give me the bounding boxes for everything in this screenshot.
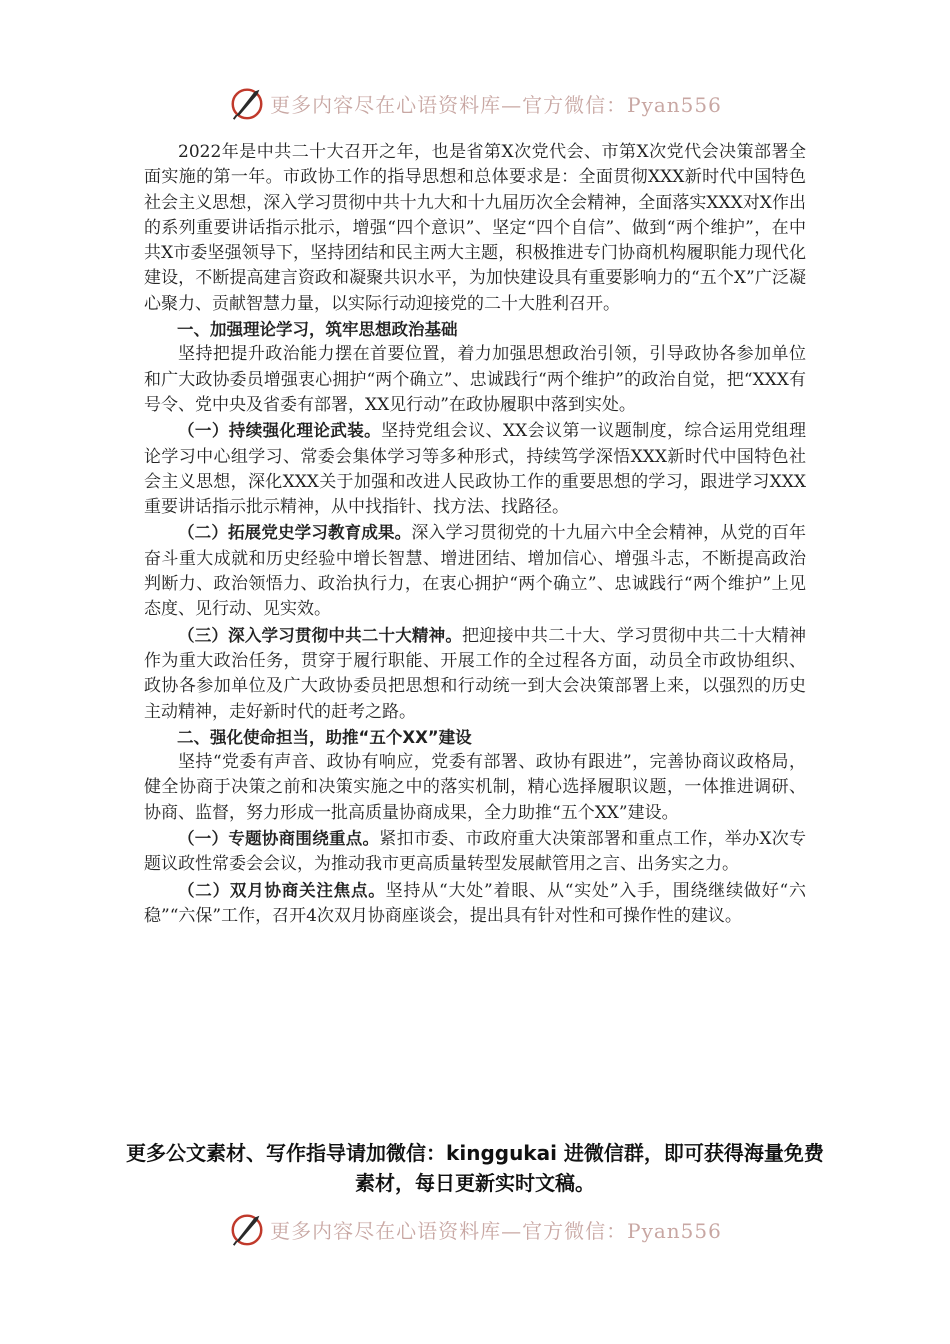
section-2-item-1-body: 紧扣市委、市政府重大决策部署和重点工作，举办X次专题议政性常委会会议，为推动我市更高质量转型发展献管用之言、出务实之力。 xyxy=(144,829,806,875)
section-2-heading: 二、强化使命担当，助推“五个XX”建设 xyxy=(177,727,472,747)
intro-paragraph: 2022年是中共二十大召开之年，也是省第X次党代会、市第X次党代会决策部署全面实施的第一年。市政协工作的指导思想和总体要求是：全面贯彻XXX新时代中国特色社会主义思想，深入学习贯彻中共十九大和十九届历次全会精神，全面落实XXX对X作出的系列重要讲话指示批示，增强“四个意识”、坚定“四个自信”、做到“两个维护”，在中共X市委坚强领导下，坚持团结和民主两大主题，积极推进专门协商机构履职能力现代化建设，不断提高建言资政和凝聚共识水平，为加快建设具有重要影响力的“五个X”广泛凝心聚力、贡献智慧力量，以实际行动迎接党的二十大胜利召开。 xyxy=(144,142,806,314)
section-2-item-2 xyxy=(144,878,806,930)
section-1-item-2-body: 深入学习贯彻党的十九届六中全会精神，从党的百年奋斗重大成就和历史经验中增长智慧、增进团结、增加信心、增强斗志，不断提高政治判断力、政治领悟力、政治执行力，在衷心拥护“两个确立”、忠诚践行“两个维护”上见态度、见行动、见实效。 xyxy=(144,523,807,620)
section-1-item-1 xyxy=(144,418,806,520)
section-2-item-2-body: 坚持从“大处”着眼、从“实处”入手，围绕继续做好“六稳”“六保”工作，召开4次双月协商座谈会，提出具有针对性和可操作性的建议。 xyxy=(144,880,806,926)
section-1-item-3-body: 把迎接中共二十大、学习贯彻中共二十大精神作为重大政治任务，贯穿于履行职能、开展工作的全过程各方面，动员全市政协组织、政协各参加单位及广大政协委员把思想和行动统一到大会决策部署上来，以强烈的历史主动精神，走好新时代的赶考之路。 xyxy=(144,625,807,722)
section-1-paragraph: 坚持把提升政治能力摆在首要位置，着力加强思想政治引领，引导政协各参加单位和广大政协委员增强衷心拥护“两个确立”、忠诚践行“两个维护”的政治自觉，把“XXX有号令、党中央及省委有部署，XX见行动”在政协履职中落到实处。 xyxy=(144,344,806,415)
section-1-item-3-title: （三）深入学习贯彻中共二十大精神。 xyxy=(178,625,463,645)
section-1-item-2-title: （二）拓展党史学习教育成果。 xyxy=(178,523,412,543)
section-1-item-1-body: 坚持党组会议、XX会议第一议题制度，综合运用党组理论学习中心组学习、常委会集体学习等多种形式，持续笃学深悟XXX新时代中国特色社会主义思想，深化XXX关于加强和改进人民政协工作的重要思想的学习，跟进学习XXX重要讲话指示批示精神，从中找指针、找方法、找路径。 xyxy=(144,421,806,518)
section-2-item-1 xyxy=(144,826,806,878)
section-2-item-2-title: （二）双月协商关注焦点。 xyxy=(178,880,386,900)
section-1-heading: 一、加强理论学习，筑牢思想政治基础 xyxy=(177,320,458,340)
section-1-item-3 xyxy=(144,623,806,725)
section-2-paragraph: 坚持“党委有声音、政协有响应，党委有部署、政协有跟进”，完善协商议政格局，健全协商于决策之前和决策实施之中的落实机制，精心选择履职议题，一体推进调研、协商、监督，努力形成一批高质量协商成果，全力助推“五个XX”建设。 xyxy=(144,752,806,823)
footer-watermark-banner xyxy=(0,1206,950,1252)
quill-logo-icon xyxy=(228,1210,266,1248)
footer-promo-note: 更多公文素材、写作指导请加微信：kinggukai 进微信群，即可获得海量免费素材，每日更新实时文稿。 xyxy=(126,1141,824,1195)
document-body xyxy=(144,140,806,929)
header-watermark-text: 更多内容尽在心语资料库—官方微信：Pyan556 xyxy=(270,92,722,117)
section-2-item-1-title: （一）专题协商围绕重点。 xyxy=(178,829,380,849)
quill-logo-icon xyxy=(228,84,266,122)
footer-watermark-text: 更多内容尽在心语资料库—官方微信：Pyan556 xyxy=(270,1218,722,1243)
header-watermark-banner xyxy=(0,80,950,126)
section-1-item-1-title: （一）持续强化理论武装。 xyxy=(178,421,382,441)
section-1-item-2 xyxy=(144,520,806,622)
